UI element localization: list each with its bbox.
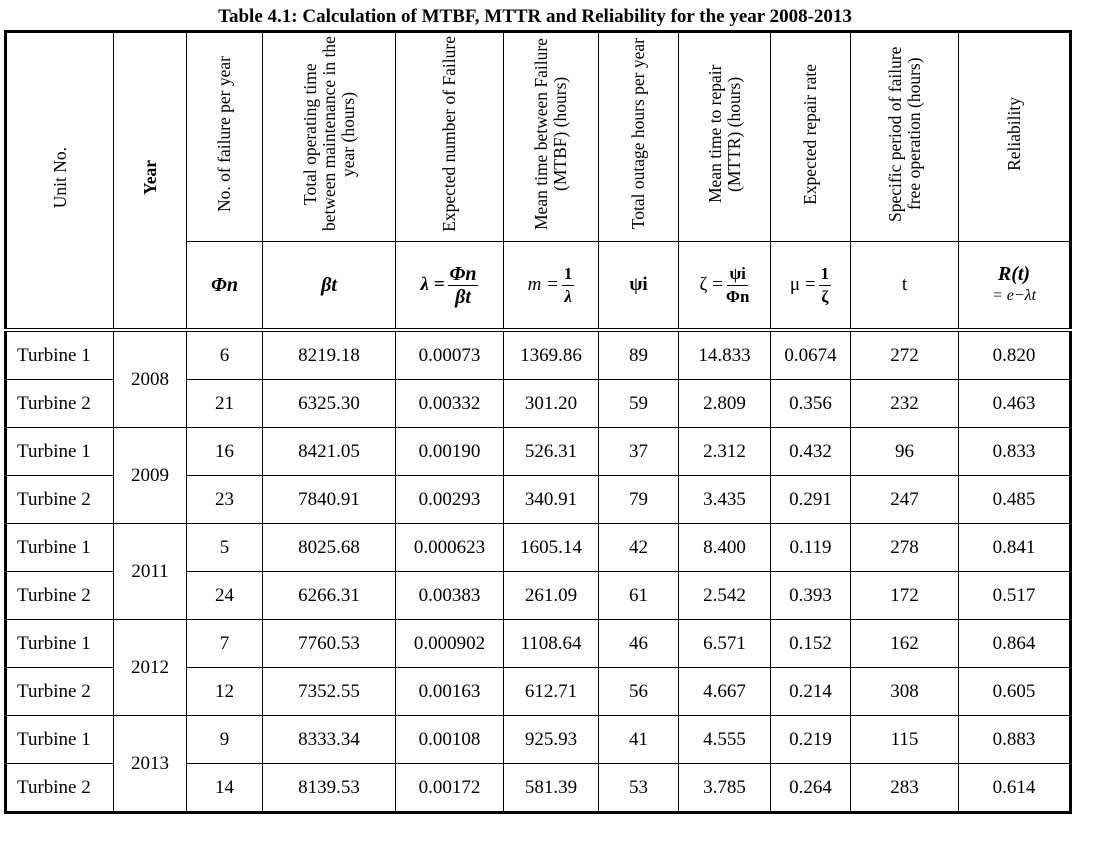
cell-t: 283 — [851, 764, 959, 813]
symbol-lambda-formula: λ = $\frac{\Phi n}{\beta t}$ — [396, 242, 504, 331]
cell-mu: 0.152 — [771, 620, 851, 668]
cell-reliability: 0.820 — [959, 330, 1071, 380]
cell-mtbf: 340.91 — [504, 476, 599, 524]
cell-beta: 8421.05 — [263, 428, 396, 476]
table-row — [6, 428, 1071, 476]
cell-phi: 5 — [187, 524, 263, 572]
cell-beta: 8025.68 — [263, 524, 396, 572]
cell-psi: 59 — [599, 380, 679, 428]
cell-reliability: 0.517 — [959, 572, 1071, 620]
cell-mtbf: 612.71 — [504, 668, 599, 716]
cell-mu: 0.264 — [771, 764, 851, 813]
col-header-repair-rate: Expected repair rate — [771, 32, 851, 242]
cell-reliability: 0.485 — [959, 476, 1071, 524]
cell-phi: 9 — [187, 716, 263, 764]
cell-psi: 61 — [599, 572, 679, 620]
symbol-zeta-formula: ζ = $\frac{\psi i}{\Phi n}$ — [679, 242, 771, 331]
cell-mttr: 2.542 — [679, 572, 771, 620]
cell-mttr: 3.785 — [679, 764, 771, 813]
cell-reliability: 0.605 — [959, 668, 1071, 716]
cell-beta: 7840.91 — [263, 476, 396, 524]
cell-reliability: 0.463 — [959, 380, 1071, 428]
cell-mu: 0.291 — [771, 476, 851, 524]
cell-phi: 14 — [187, 764, 263, 813]
cell-mu: 0.432 — [771, 428, 851, 476]
cell-phi: 24 — [187, 572, 263, 620]
cell-mtbf: 1108.64 — [504, 620, 599, 668]
cell-mtbf: 301.20 — [504, 380, 599, 428]
cell-reliability: 0.833 — [959, 428, 1071, 476]
cell-t: 172 — [851, 572, 959, 620]
col-header-outage: Total outage hours per year — [599, 32, 679, 242]
cell-unit: Turbine 2 — [6, 380, 114, 428]
cell-psi: 41 — [599, 716, 679, 764]
cell-mu: 0.214 — [771, 668, 851, 716]
cell-lambda: 0.00073 — [396, 330, 504, 380]
cell-beta: 8139.53 — [263, 764, 396, 813]
col-header-operating-time: Total operating time between maintenance in the year (hours) — [263, 32, 396, 242]
cell-psi: 79 — [599, 476, 679, 524]
symbol-t: t — [851, 242, 959, 331]
cell-psi: 46 — [599, 620, 679, 668]
cell-mu: 0.119 — [771, 524, 851, 572]
symbol-beta: βt — [263, 242, 396, 331]
cell-lambda: 0.000902 — [396, 620, 504, 668]
cell-lambda: 0.00190 — [396, 428, 504, 476]
cell-unit: Turbine 1 — [6, 524, 114, 572]
col-header-failure-free: Specific period of failure free operation (hours) — [851, 32, 959, 242]
cell-mtbf: 526.31 — [504, 428, 599, 476]
cell-lambda: 0.00172 — [396, 764, 504, 813]
symbol-psi: ψi — [599, 242, 679, 331]
cell-mtbf: 261.09 — [504, 572, 599, 620]
table-row — [6, 716, 1071, 764]
cell-mtbf: 1605.14 — [504, 524, 599, 572]
cell-mttr: 6.571 — [679, 620, 771, 668]
cell-lambda: 0.00332 — [396, 380, 504, 428]
cell-phi: 16 — [187, 428, 263, 476]
cell-lambda: 0.00383 — [396, 572, 504, 620]
cell-unit: Turbine 2 — [6, 668, 114, 716]
symbol-mu-formula: μ = $\frac{1}{\zeta}$ — [771, 242, 851, 331]
cell-mtbf: 1369.86 — [504, 330, 599, 380]
cell-mttr: 2.809 — [679, 380, 771, 428]
col-header-year: Year — [114, 32, 187, 331]
cell-reliability: 0.864 — [959, 620, 1071, 668]
cell-year: 2011 — [114, 524, 187, 620]
cell-phi: 21 — [187, 380, 263, 428]
cell-psi: 56 — [599, 668, 679, 716]
symbol-m-formula: m = $\frac{1}{\lambda}$ — [504, 242, 599, 331]
cell-year: 2013 — [114, 716, 187, 813]
header-row-labels — [6, 32, 1071, 242]
cell-mttr: 14.833 — [679, 330, 771, 380]
cell-unit: Turbine 2 — [6, 476, 114, 524]
cell-reliability: 0.614 — [959, 764, 1071, 813]
cell-mu: 0.0674 — [771, 330, 851, 380]
cell-beta: 6266.31 — [263, 572, 396, 620]
col-header-failures: No. of failure per year — [187, 32, 263, 242]
cell-psi: 42 — [599, 524, 679, 572]
col-header-mtbf: Mean time between Failure (MTBF) (hours) — [504, 32, 599, 242]
cell-beta: 6325.30 — [263, 380, 396, 428]
cell-t: 115 — [851, 716, 959, 764]
cell-unit: Turbine 1 — [6, 330, 114, 380]
cell-t: 308 — [851, 668, 959, 716]
cell-lambda: 0.00108 — [396, 716, 504, 764]
cell-mtbf: 581.39 — [504, 764, 599, 813]
cell-phi: 12 — [187, 668, 263, 716]
cell-t: 278 — [851, 524, 959, 572]
cell-lambda: 0.00293 — [396, 476, 504, 524]
cell-beta: 8333.34 — [263, 716, 396, 764]
cell-unit: Turbine 1 — [6, 620, 114, 668]
table-row — [6, 330, 1071, 380]
cell-year: 2008 — [114, 330, 187, 428]
cell-mu: 0.219 — [771, 716, 851, 764]
col-header-mttr: Mean time to repair (MTTR) (hours) — [679, 32, 771, 242]
cell-t: 247 — [851, 476, 959, 524]
cell-year: 2012 — [114, 620, 187, 716]
table-row — [6, 620, 1071, 668]
cell-phi: 23 — [187, 476, 263, 524]
cell-beta: 7760.53 — [263, 620, 396, 668]
cell-mu: 0.356 — [771, 380, 851, 428]
cell-psi: 53 — [599, 764, 679, 813]
cell-unit: Turbine 2 — [6, 764, 114, 813]
table-row — [6, 524, 1071, 572]
table-caption: Table 4.1: Calculation of MTBF, MTTR and Reliability for the year 2008-2013 — [218, 6, 852, 27]
cell-mttr: 3.435 — [679, 476, 771, 524]
col-header-reliability: Reliability — [959, 32, 1071, 242]
cell-reliability: 0.883 — [959, 716, 1071, 764]
cell-mttr: 2.312 — [679, 428, 771, 476]
cell-t: 232 — [851, 380, 959, 428]
cell-t: 272 — [851, 330, 959, 380]
cell-psi: 37 — [599, 428, 679, 476]
cell-unit: Turbine 1 — [6, 716, 114, 764]
cell-lambda: 0.00163 — [396, 668, 504, 716]
cell-mu: 0.393 — [771, 572, 851, 620]
cell-mttr: 4.667 — [679, 668, 771, 716]
reliability-table — [4, 30, 1072, 814]
cell-t: 162 — [851, 620, 959, 668]
symbol-phi: Φn — [187, 242, 263, 331]
col-header-unit: Unit No. — [6, 32, 114, 331]
cell-mtbf: 925.93 — [504, 716, 599, 764]
cell-phi: 6 — [187, 330, 263, 380]
cell-beta: 7352.55 — [263, 668, 396, 716]
cell-unit: Turbine 1 — [6, 428, 114, 476]
cell-lambda: 0.000623 — [396, 524, 504, 572]
col-header-expected-failure: Expected number of Failure — [396, 32, 504, 242]
cell-phi: 7 — [187, 620, 263, 668]
cell-mttr: 4.555 — [679, 716, 771, 764]
cell-unit: Turbine 2 — [6, 572, 114, 620]
cell-year: 2009 — [114, 428, 187, 524]
cell-beta: 8219.18 — [263, 330, 396, 380]
cell-mttr: 8.400 — [679, 524, 771, 572]
cell-psi: 89 — [599, 330, 679, 380]
cell-reliability: 0.841 — [959, 524, 1071, 572]
cell-t: 96 — [851, 428, 959, 476]
symbol-reliability-formula: R(t) = e−λt — [959, 242, 1071, 331]
